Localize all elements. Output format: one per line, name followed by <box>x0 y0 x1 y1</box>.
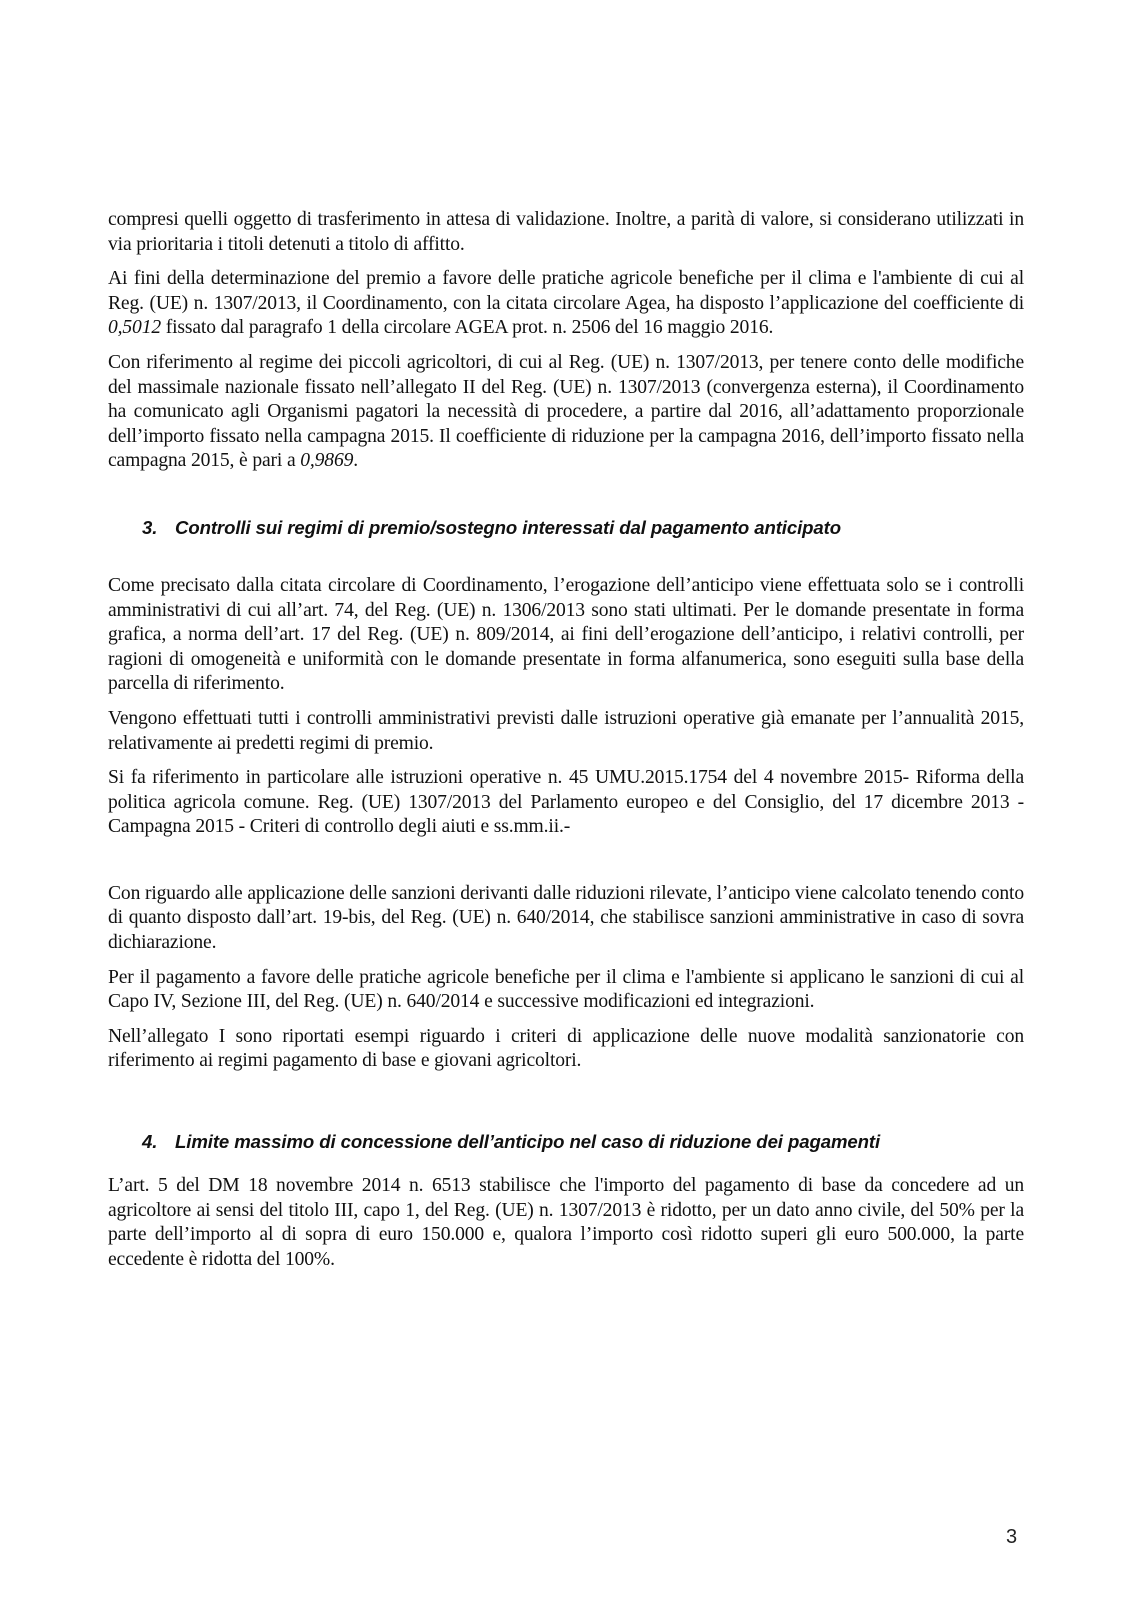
section-title: Limite massimo di concessione dell’anticipo nel caso di riduzione dei pagamenti <box>175 1131 881 1153</box>
spacer <box>108 1154 1024 1174</box>
section-heading-3 <box>142 516 1024 540</box>
paragraph-text: fissato dal paragrafo 1 della circolare AGEA prot. n. 2506 del 16 maggio 2016. <box>160 317 774 339</box>
paragraph-sanzioni-greening: Per il pagamento a favore delle pratiche agricole benefiche per il clima e l'ambiente si applicano le sanzioni di cui al Capo IV, Sezione III, del Reg. (UE) n. 640/2014 e successive modificazioni ed integrazioni. <box>108 966 1024 1013</box>
paragraph-text: . <box>353 450 358 472</box>
spacer <box>108 850 1024 882</box>
paragraph-limite-riduzione: L’art. 5 del DM 18 novembre 2014 n. 6513 stabilisce che l'importo del pagamento di base da concedere ad un agricoltore ai sensi del titolo III, capo 1, del Reg. (UE) n. 1307/2013 è ridotto, per un dato anno civile, del 50% per la parte dell’importo al di sopra di euro 150.000 e, qualora l’importo così ridotto superi gli euro 500.000, la parte eccedente è ridotta del 100%. <box>108 1175 1024 1270</box>
paragraph-allegato-esempi: Nell’allegato I sono riportati esempi riguardo i criteri di applicazione delle nuove modalità sanzionatorie con riferimento ai regimi pagamento di base e giovani agricoltori. <box>108 1025 1024 1072</box>
paragraph-text: Ai fini della determinazione del premio a favore delle pratiche agricole benefiche per il clima e l'ambiente di cui al Reg. (UE) n. 1307/2013, il Coordinamento, con la citata circolare Agea, ha disposto l’applicazione del coefficiente di <box>108 268 1024 314</box>
page-number: 3 <box>1006 1526 1018 1548</box>
paragraph-controlli-previsti: Vengono effettuati tutti i controlli amministrativi previsti dalle istruzioni operative già emanate per l’annualità 2015, relativamente ai predetti regimi di premio. <box>108 707 1024 754</box>
spacer <box>108 540 1024 574</box>
spacer <box>108 1084 1024 1130</box>
paragraph-text: Con riferimento al regime dei piccoli agricoltori, di cui al Reg. (UE) n. 1307/2013, per tenere conto delle modifiche del massimale nazionale fissato nell’allegato II del Reg. (UE) n. 1307/2013 (convergenza esterna), il Coordinamento ha comunicato agli Organismi pagatori la necessità di procedere, a partire dal 2016, all’adattamento proporzionale dell’importo fissato nella campagna 2015. Il coefficiente di riduzione per la campagna 2016, dell’importo fissato nella campagna 2015, è pari a <box>108 351 1024 472</box>
paragraph-titoli-affitto <box>108 208 1024 257</box>
coefficient-value: 0,9869 <box>300 450 354 472</box>
section-number: 4. <box>142 1131 158 1153</box>
section-number: 3. <box>142 516 158 538</box>
spacer <box>108 484 1024 516</box>
paragraph-coefficiente-greening <box>108 267 1024 341</box>
section-heading-4 <box>142 1130 1024 1154</box>
paragraph-text: compresi quelli oggetto di trasferimento in attesa di validazione. Inoltre, a parità di valore, si considerano utilizzati in via prioritaria i titoli detenuti a titolo di affitto. <box>108 209 1024 255</box>
paragraph-sanzioni-anticipo: Con riguardo alle applicazione delle sanzioni derivanti dalle riduzioni rilevate, l’anticipo viene calcolato tenendo conto di quanto disposto dall’art. 19-bis, del Reg. (UE) n. 640/2014, che stabilisce sanzioni amministrative in caso di sovra dichiarazione. <box>108 882 1024 954</box>
paragraph-controlli-amministrativi: Come precisato dalla citata circolare di Coordinamento, l’erogazione dell’anticipo viene effettuata solo se i controlli amministrativi di cui all’art. 74, del Reg. (UE) n. 1306/2013 sono stati ultimati. Per le domande presentate in forma grafica, a norma dell’art. 17 del Reg. (UE) n. 809/2014, ai fini dell’erogazione dell’anticipo, i relativi controlli, per ragioni di omogeneità e uniformità con le domande presentate in forma alfanumerica, sono eseguiti sulla base della parcella di riferimento. <box>108 574 1024 695</box>
document-page <box>108 208 1024 1282</box>
section-title: Controlli sui regimi di premio/sostegno interessati dal pagamento anticipato <box>175 516 842 538</box>
coefficient-value: 0,5012 <box>108 317 161 339</box>
paragraph-istruzioni-operative: Si fa riferimento in particolare alle istruzioni operative n. 45 UMU.2015.1754 del 4 novembre 2015- Riforma della politica agricola comune. Reg. (UE) 1307/2013 del Parlamento europeo e del Consiglio, del 17 dicembre 2013 - Campagna 2015 - Criteri di controllo degli aiuti e ss.mm.ii.- <box>108 767 1024 838</box>
paragraph-piccoli-agricoltori <box>108 351 1024 474</box>
